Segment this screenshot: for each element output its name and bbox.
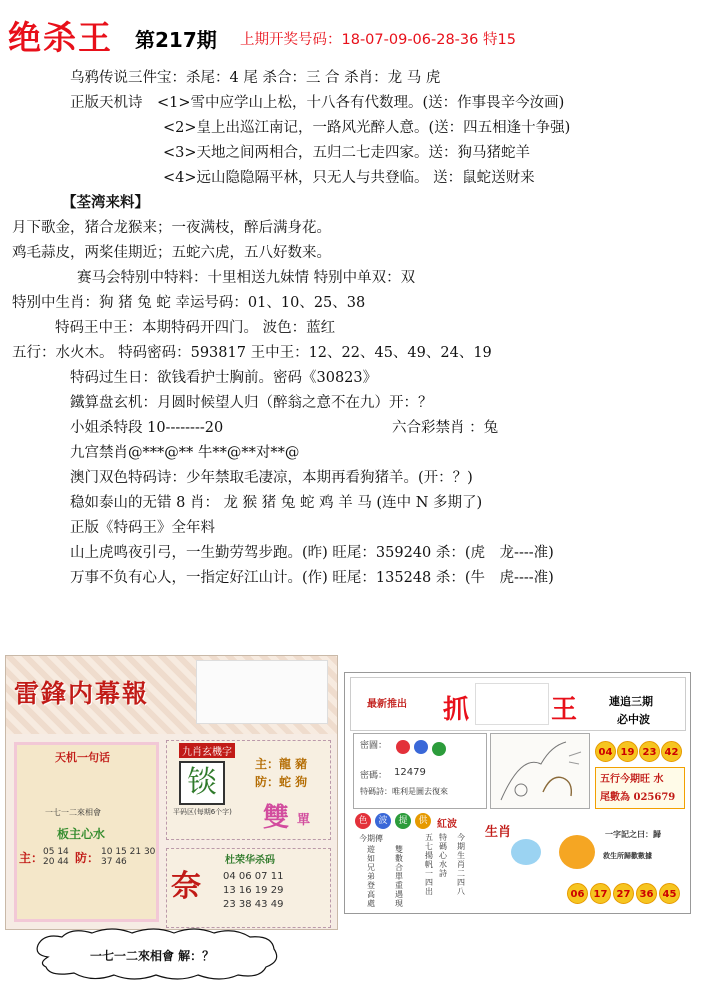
pr-tag-4: 供: [415, 813, 431, 829]
poster-left-col-phrase: [14, 742, 159, 922]
issue-number: 第217期: [135, 28, 217, 52]
text-line-poem-1: 正版天机诗 <1>雪中应学山上松，十八各有代数理。(送：作事畏辛今汝画): [70, 95, 565, 111]
pr-poem-e: 今期生肖二四八: [457, 833, 465, 896]
pr-ball-top-2: 19: [617, 741, 638, 762]
pr-ball-bottom-2: 17: [590, 883, 611, 904]
col1-main-label: 主：: [19, 851, 44, 865]
col3-numbers-3: 23 38 43 49: [223, 899, 284, 910]
col1-phrase: 一七一二來相會: [45, 808, 101, 817]
col2-title: 九肖玄機字: [179, 743, 235, 758]
pr-tag-1: 色: [355, 813, 371, 829]
text-line-poem-3: <3>天地之间两相合，五归二七走四家。送：狗马猪蛇羊: [163, 145, 531, 161]
poster-left-blank-box: [196, 660, 328, 724]
pr-red-icon: [396, 740, 410, 754]
col2-main: 主：龍 豬: [255, 757, 308, 771]
pr-ball-top-3: 23: [639, 741, 660, 762]
text-line-zodiac: 特别中生肖：狗 猪 兔 蛇 幸运号码：01、10、25、38: [12, 295, 366, 311]
cloud-text: 一七一二來相會 解：？: [90, 949, 215, 963]
poster-left-banner: 雷鋒内幕報: [14, 679, 150, 708]
pr-ball-top-1: 04: [595, 741, 616, 762]
text-line-nine-palace: 九宫禁肖@***@** 牛**@**对**@: [70, 445, 300, 461]
pr-sketch: [490, 733, 590, 809]
pr-tag-2: 波: [375, 813, 391, 829]
col2-guard: 防：蛇 狗: [255, 775, 308, 789]
cloud-bubble: [28, 925, 283, 983]
pr-ball-bottom-4: 36: [636, 883, 657, 904]
col1-main-numbers: 05 14 20 44: [43, 847, 69, 867]
pr-streak-sub: 必中波: [617, 713, 650, 726]
col3-numbers-2: 13 16 19 29: [223, 885, 284, 896]
pr-tag: 最新推出: [367, 699, 407, 710]
pr-pw-code: 12479: [394, 767, 426, 778]
section-heading: 【荃湾来料】: [62, 195, 149, 211]
page-title: 绝杀王: [8, 18, 113, 57]
text-line-tiger-1: 山上虎鸣夜引弓，一生勤劳驾步跑。(昨) 旺尾：359240 杀：(虎 龙----准): [70, 545, 554, 561]
pr-tail-number: 尾數為 025679: [600, 792, 676, 803]
pr-word-hint: 一字記之曰：歸: [605, 830, 661, 839]
pr-ball-bottom-1: 06: [567, 883, 588, 904]
pr-ball-bottom-5: 45: [659, 883, 680, 904]
text-line-miss: 小姐杀特段 10--------20: [70, 420, 224, 436]
col3-title: 杜荣华杀码: [225, 855, 275, 866]
text-line-official: 正版《特码王》全年料: [70, 520, 215, 536]
text-line-forbidden: 六合彩禁肖 ：兔: [392, 420, 499, 436]
col1-guard-label: 防：: [75, 851, 100, 865]
poster-right: [344, 672, 691, 914]
pr-ball-bottom-3: 27: [613, 883, 634, 904]
pr-shengxiao: 生肖: [485, 825, 512, 840]
pr-lion-icon: [559, 835, 595, 869]
pr-poem-b: 雙數合單重遇現: [395, 845, 403, 908]
col3-char: 奈: [171, 869, 201, 904]
text-line-eight: 稳如泰山的无错 8 肖： 龙 猴 猪 兔 蛇 鸡 羊 马 (连中 N 多期了): [70, 495, 483, 511]
text-line-king: 特码王中王：本期特码开四门。 波色：蓝红: [55, 320, 336, 336]
col2-big: 雙: [263, 803, 290, 833]
text-line-elements: 五行：水火木。 特码密码：593817 王中王：12、22、45、49、24、19: [12, 345, 492, 361]
text-line-horse-club: 赛马会特别中特料：十里相送九妹情 特别中单双：双: [77, 270, 416, 286]
pr-streak: 連追三期: [609, 695, 653, 708]
pr-pw-poem: 特碼詩：唯利是圖去復來: [360, 787, 448, 796]
pr-poem-a: 遊如兄弟登高處: [367, 845, 375, 908]
pr-tag-3: 提: [395, 813, 411, 829]
col1-title: 天机一句话: [55, 751, 110, 764]
text-line-verse-1: 月下歌金，猪合龙猴来；一夜满枝，醉后满身花。: [12, 220, 331, 236]
pr-pw-code-label: 密碼：: [360, 771, 388, 781]
text-line-abacus: 鐵算盘玄机：月圆时候望人归（醉翁之意不在九）开：？: [70, 395, 433, 411]
text-line-verse-2: 鸡毛蒜皮，两桨佳期近；五蛇六虎，五八好数来。: [12, 245, 331, 261]
pr-title-blank: [475, 683, 549, 725]
col3-numbers-1: 04 06 07 11: [223, 871, 284, 882]
poster-left-col-char: [166, 740, 331, 840]
previous-result: 上期开奖号码：18-07-09-06-28-36 特15: [240, 32, 516, 48]
col2-small: 單: [297, 813, 311, 828]
pr-col-today: 今期傳: [359, 834, 383, 843]
text-line-poem-4: <4>远山隐隐隔平林，只无人与共登临。 送：鼠蛇送财来: [163, 170, 535, 186]
pr-blue-icon: [414, 740, 428, 754]
poster-left-col-kill: [166, 848, 331, 928]
pr-wuxing: 五行今期旺 水: [600, 774, 664, 785]
pr-animal-hint: 救生所歸歡數據: [603, 852, 652, 860]
pr-ball-top-4: 42: [661, 741, 682, 762]
pr-pw-label: 密圖：: [360, 741, 388, 751]
pr-elephant-icon: [511, 839, 541, 865]
pr-red-wave: 紅波: [437, 819, 457, 830]
text-line-tiger-2: 万事不负有心人，一指定好江山计。(作) 旺尾：135248 杀：(牛 虎----准): [70, 570, 554, 586]
text-line-poem-2: <2>皇上出巡江南记，一路风光醉人意。(送：四五相逢十争强): [163, 120, 571, 136]
text-line-birthday: 特码过生日：欲钱看护士胸前。密码《30823》: [70, 370, 378, 386]
text-line-crow: 乌鸦传说三件宝：杀尾：4 尾 杀合：三 合 杀肖：龙 马 虎: [70, 70, 441, 86]
pr-title-right: 王: [551, 695, 578, 725]
pr-green-icon: [432, 742, 446, 756]
pr-poem-c: 五七揚帆一四出: [425, 833, 433, 896]
poster-left: [5, 655, 338, 930]
pr-poem-d: 特碼心水詩: [439, 833, 447, 878]
col1-heading: 板主心水: [57, 827, 106, 841]
pr-code-panel: [353, 733, 487, 809]
pr-wuxing-box: [595, 767, 685, 809]
text-line-macau: 澳门双色特码诗：少年禁取毛凄凉，本期再看狗猪羊。(开：？): [70, 470, 473, 486]
col1-guard-numbers: 10 15 21 30 37 46: [101, 847, 156, 867]
col2-char: 锬: [179, 761, 225, 805]
col2-note: 平码区(每期6个字): [173, 808, 232, 816]
pr-title-left: 抓: [443, 695, 470, 725]
